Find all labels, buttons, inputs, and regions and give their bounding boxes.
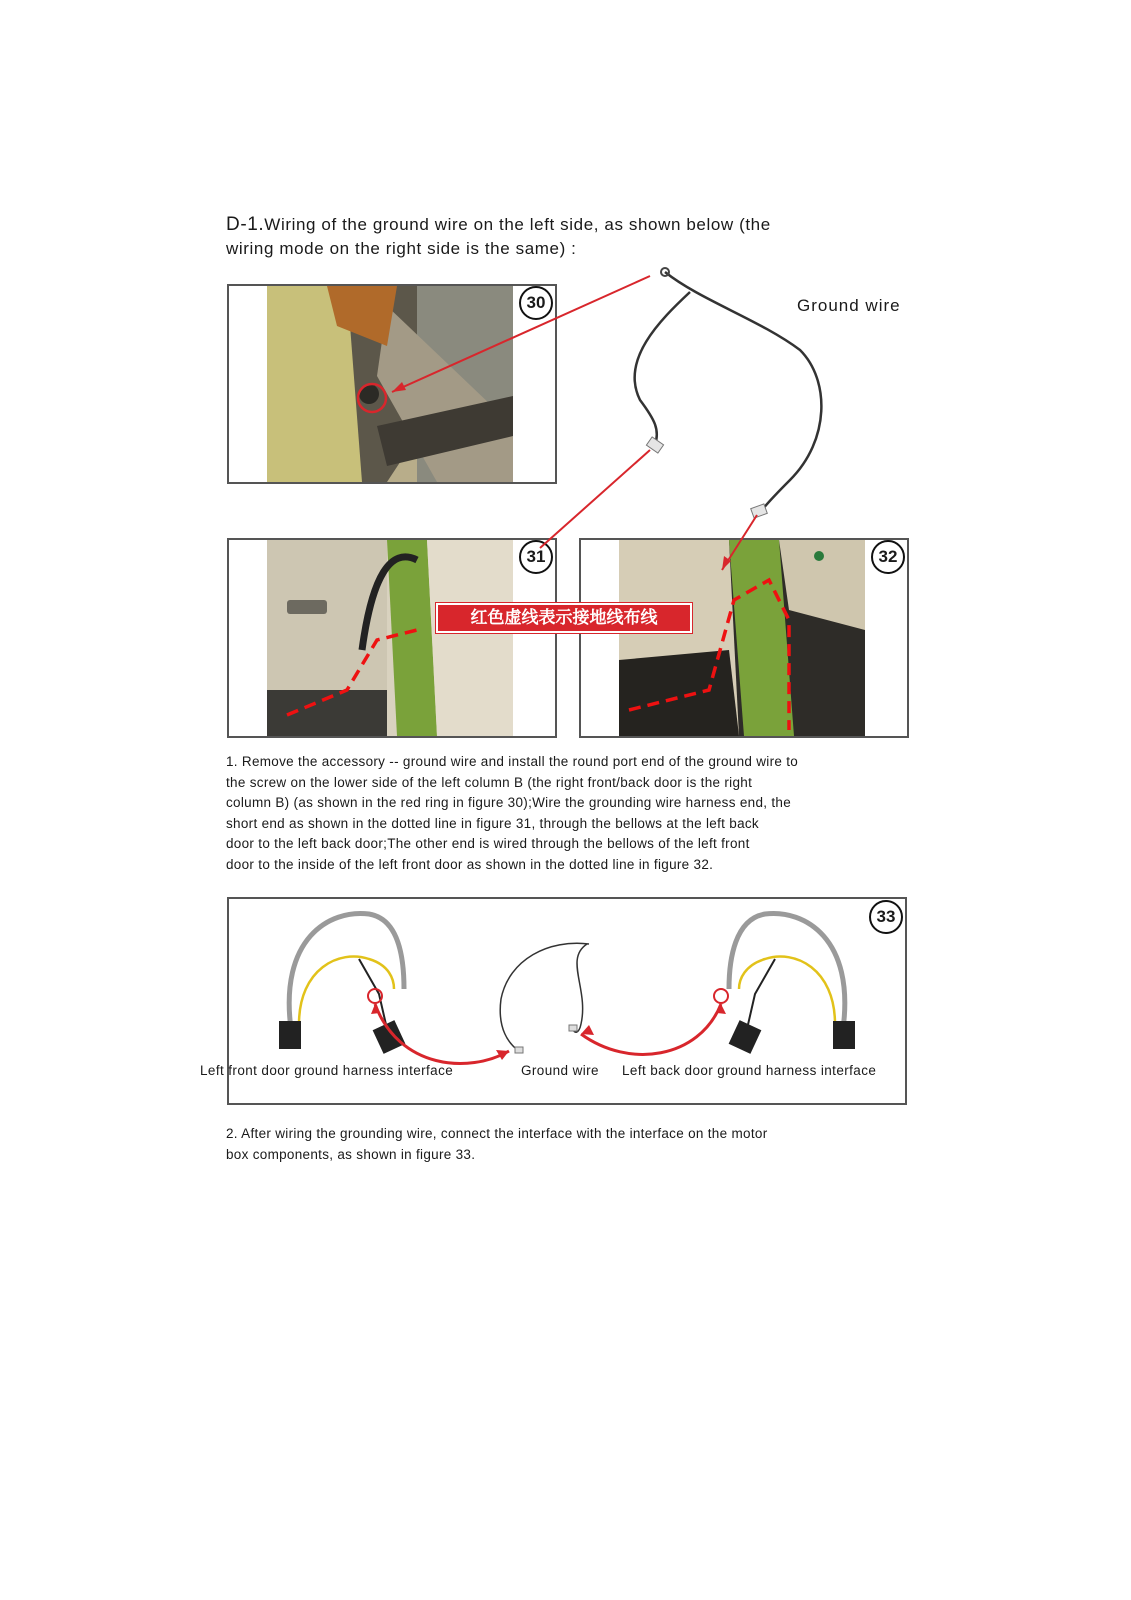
step-2-line: 2. After wiring the grounding wire, connect the interface with the interface on the motor [226,1126,768,1141]
figure-30-photo [267,286,513,482]
step-1-line: short end as shown in the dotted line in figure 31, through the bellows at the left back [226,815,759,831]
figure-32-photo [619,540,865,736]
ground-wire-diagram [0,0,1131,760]
figure-31-photo [267,540,513,736]
figure-31-number: 31 [519,540,553,574]
step-1-line: door to the left back door;The other end is wired through the bellows of the left front [226,836,750,851]
step-1-paragraph [226,752,916,875]
section-number: D-1. [226,214,265,235]
figure-30-number: 30 [519,286,553,320]
left-front-door-harness [279,913,405,1053]
chinese-banner: 红色虚线表示接地线布线 [436,603,692,633]
figure-30 [227,284,557,484]
step-1-line: the screw on the lower side of the left column B (the right front/back door is the right [226,774,753,790]
figure-32-number: 32 [871,540,905,574]
figure-32 [579,538,909,738]
caption-left-back-door: Left back door ground harness interface [622,1063,877,1078]
left-back-door-harness [714,913,855,1053]
caption-left-front-door: Left front door ground harness interface [200,1063,454,1078]
step-1-line: column B) (as shown in the red ring in figure 30);Wire the grounding wire harness end, the [226,795,792,810]
center-ground-wire [500,943,589,1053]
figure-31 [227,538,557,738]
step-2-paragraph [226,1124,916,1165]
heading-line-1: Wiring of the ground wire on the left side, as shown below (the [264,215,771,234]
step-2-line: box components, as shown in figure 33. [226,1146,476,1162]
figure-33-number: 33 [869,900,903,934]
caption-ground-wire: Ground wire [521,1063,599,1078]
ground-wire-label: Ground wire [797,296,901,315]
step-1-line: 1. Remove the accessory -- ground wire and install the round port end of the ground wire to [226,754,799,769]
section-heading [226,213,926,261]
heading-line-2: wiring mode on the right side is the same) : [226,239,577,258]
step-1-line: door to the inside of the left front door as shown in the dotted line in figure 32. [226,856,714,872]
